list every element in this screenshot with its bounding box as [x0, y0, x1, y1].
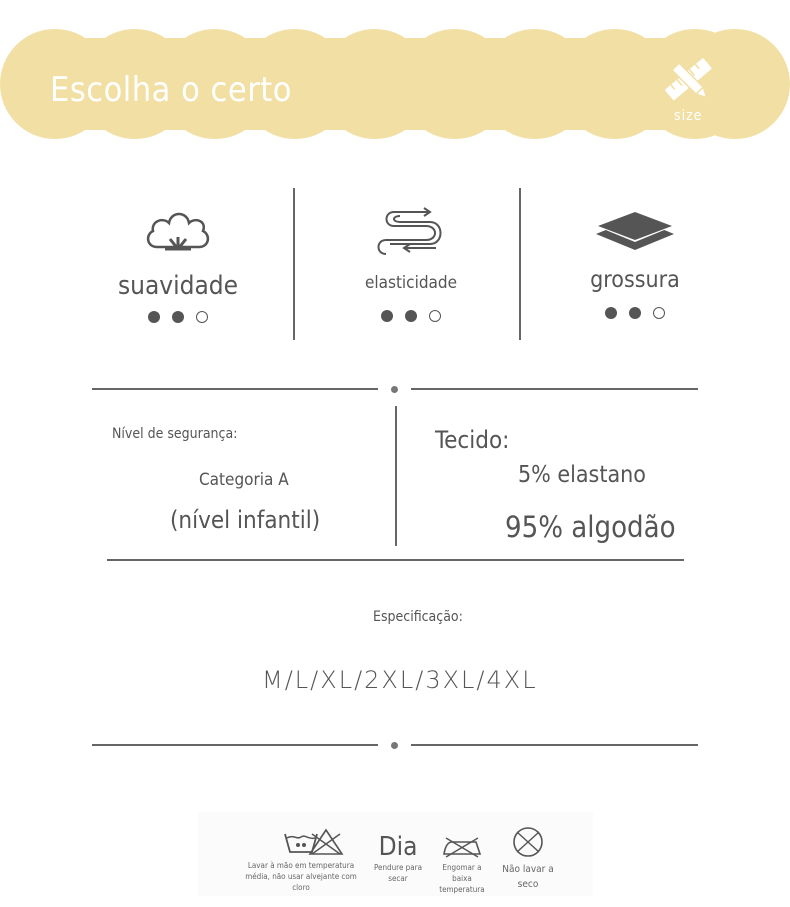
rating-dot-filled — [405, 310, 417, 322]
no-dry-clean-icon — [511, 826, 545, 858]
rating-dots — [540, 307, 730, 319]
rating-dot-filled — [605, 307, 617, 319]
care-item-low-iron — [432, 836, 492, 895]
care-item-no-bleach — [308, 828, 344, 860]
feature-softness — [83, 195, 273, 323]
feature-label: elasticidade — [364, 273, 458, 293]
info-bottom-line — [107, 559, 684, 561]
care-item-no-dry-clean — [498, 826, 558, 892]
divider-dot — [391, 742, 398, 749]
safety-level-value: (nível infantil) — [170, 506, 321, 534]
fabric-elastane: 5% elastano — [518, 462, 646, 488]
care-caption: Não lavar a seco — [502, 864, 554, 890]
fabric-label: Tecido: — [435, 426, 510, 454]
divider-line — [411, 388, 698, 390]
cotton-icon — [83, 195, 273, 265]
rating-dot-filled — [629, 307, 641, 319]
fabric-cotton: 95% algodão — [505, 510, 676, 544]
care-instructions — [198, 812, 593, 896]
layers-icon — [540, 195, 730, 265]
feature-thickness — [540, 195, 730, 319]
rating-dots — [316, 310, 506, 322]
rating-dot-empty — [429, 310, 441, 322]
care-item-hand-wash — [236, 830, 366, 893]
care-caption: Lavar à mão em temperatura média, não usar alvejante com cloro — [245, 861, 357, 892]
rating-dot-filled — [172, 311, 184, 323]
safety-category: Categoria A — [199, 470, 289, 490]
page-title: Escolha o certo — [50, 70, 292, 110]
size-list: M/L/XL/2XL/3XL/4XL — [262, 666, 538, 694]
no-bleach-icon — [308, 828, 344, 856]
care-caption: Engomar a baixa temperatura — [439, 863, 485, 894]
size-label: size — [674, 108, 703, 124]
column-divider — [519, 188, 521, 340]
info-divider — [395, 406, 397, 546]
rating-dot-empty — [196, 311, 208, 323]
divider-line — [92, 388, 378, 390]
safety-level-label: Nível de segurança: — [112, 426, 238, 442]
rating-dot-empty — [653, 307, 665, 319]
stretch-arrows-icon — [316, 195, 506, 265]
low-iron-icon — [440, 836, 484, 858]
ruler-pencil-icon — [660, 52, 718, 108]
hang-dry-icon: Dia — [378, 832, 418, 862]
rating-dots — [83, 311, 273, 323]
divider-line — [411, 744, 698, 746]
care-caption: Pendure para secar — [373, 863, 423, 883]
feature-label: grossura — [590, 267, 680, 293]
column-divider — [293, 188, 295, 340]
feature-label: suavidade — [117, 271, 239, 301]
rating-dot-filled — [148, 311, 160, 323]
care-item-hang-dry — [364, 832, 432, 884]
spec-label: Especificação: — [373, 609, 463, 625]
divider-dot — [391, 386, 398, 393]
divider-line — [92, 744, 378, 746]
rating-dot-filled — [381, 310, 393, 322]
feature-elasticity — [316, 195, 506, 322]
